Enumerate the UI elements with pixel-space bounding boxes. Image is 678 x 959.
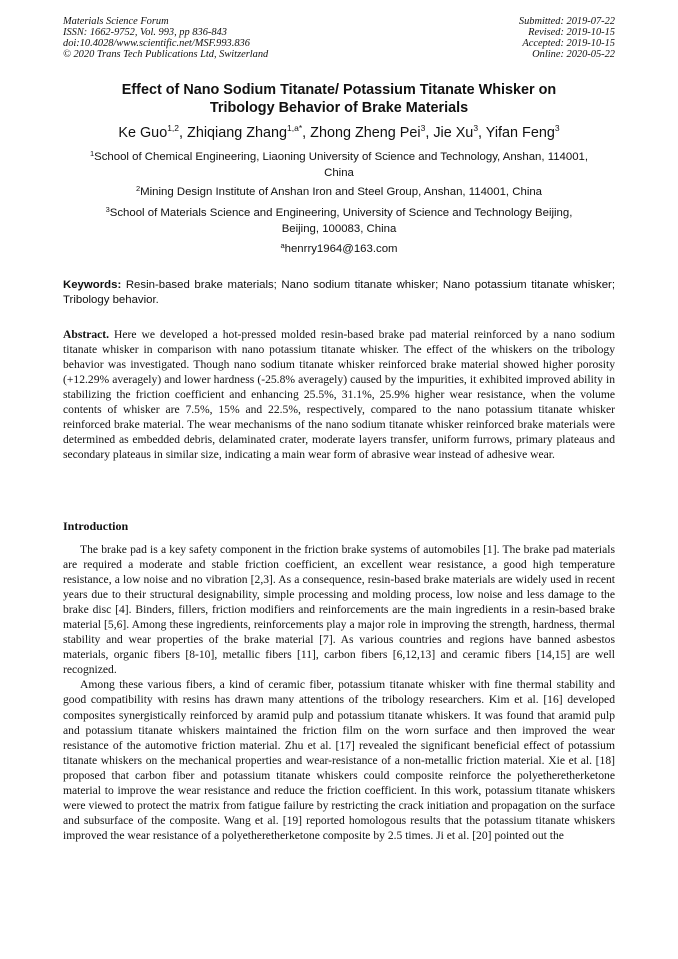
author-separator: , [302, 125, 311, 141]
author-separator: , [179, 125, 188, 141]
paragraph: The brake pad is a key safety component in the friction brake systems of automobiles [1]. The brake pad materials are required a moderate and stable friction coefficient, an excellent wear resistance, a good high temperature resistance, a low noise and no vibration [2,3]. As a consequence, resin-based brake materials are widely used in recent years due to their structural designability, simple processing and molding process, low noise and less damage to the brake disc [4]. Binders, fillers, friction modifiers and reinforcements are the main ingredients in a resin-based brake material [5,6]. Among these ingredients, reinforcements play a major role in improving the strength, hardness, thermal stability and wear properties of the brake material [7]. As various countries and regions have banned asbestos materials, organic fibers [8-10], metallic fibers [11], carbon fibers [6,12,13] and ceramic fibers [14,15] are well recognized. [63, 543, 615, 677]
email-address: henrry1964@163.com [284, 243, 398, 255]
publication-dates [519, 16, 615, 60]
affiliation-text: Beijing, 100083, China [281, 222, 397, 235]
author-affil-mark: 3 [420, 123, 426, 133]
email-mark: a [280, 241, 285, 250]
journal-issn: ISSN: 1662-9752, Vol. 993, pp 836-843 [63, 27, 227, 38]
author-name: Zhiqiang Zhang [187, 125, 288, 141]
date-submitted: Submitted: 2019-07-22 [518, 16, 615, 27]
abstract-label: Abstract. [63, 328, 110, 341]
affiliation-mark: 2 [135, 184, 141, 193]
title-line-2: Tribology Behavior of Brake Materials [209, 100, 469, 116]
author-name: Jie Xu [433, 125, 474, 141]
title-line-1: Effect of Nano Sodium Titanate/ Potassium Titanate Whisker on [121, 82, 557, 98]
introduction-body [63, 542, 615, 843]
section-heading-introduction: Introduction [63, 519, 129, 533]
paper-title [40, 81, 638, 117]
keywords [63, 278, 615, 307]
date-online: Online: 2020-05-22 [532, 49, 615, 60]
author-name: Ke Guo [118, 125, 168, 141]
affiliation-text: School of Materials Science and Engineering, University of Science and Technology Beijing, [109, 207, 573, 219]
affiliation-3 [55, 206, 623, 237]
date-accepted: Accepted: 2019-10-15 [522, 38, 615, 49]
journal-info [63, 16, 268, 60]
affiliation-text: School of Chemical Engineering, Liaoning University of Science and Technology, Anshan, 114001, [94, 151, 589, 163]
affiliation-mark: 3 [105, 205, 110, 214]
abstract-text: Here we developed a hot-pressed molded resin-based brake pad material reinforced by a nano sodium titanate whisker in comparison with nano potassium titanate whisker. The effect of the whiskers on the tribology behavior was investigated. Though nano sodium titanate whisker reinforced brake material showed higher porosity (+12.29% averagely) and lower hardness (-25.8% averagely) caused by the impurities, it exhibited improved ability in stabilizing the friction coefficient and enhancing 25.5%, 31.1%, 25.9% higher wear resistance, when the volume contents of whisker are 7.5%, 15% and 22.5%, respectively, compared to the nano potassium titanate whisker reinforced brake material. The wear mechanisms of the nano sodium titanate whisker reinforced brake materials were determined as embedded debris, delaminated crater, moderate layers transfer, uniform furrows, primary plateaus and secondary plateaus in similar size, indicating a main wear form of abrasive wear instead of adhesive wear. [63, 328, 615, 462]
author-affil-mark: 1,a* [287, 123, 303, 133]
author-name: Zhong Zheng Pei [310, 125, 421, 141]
author-affil-mark: 1,2 [167, 123, 180, 133]
author-name: Yifan Feng [485, 125, 555, 141]
paragraph: Among these various fibers, a kind of ceramic fiber, potassium titanate whisker with fine thermal stability and good compatibility with resins has drawn many attentions of the tribology researchers. Kim et al. [16] developed composites synergistically reinforced by aramid pulp and potassium titanate whiskers. It was found that aramid pulp and potassium titanate whiskers maintained the friction film on the worn surface and then improved the wear resistance of the automotive friction material. Zhu et al. [17] revealed the significant beneficial effect of potassium titanate whiskers on the mechanical properties and wear-resistance of a non-metallic friction material. Xie et al. [18] proposed that carbon fiber and potassium titanate whiskers could composite reinforce the polyetheretherketone material to improve the wear resistance and reduce the friction coefficient. In this work, potassium titanate whiskers were viewed to protect the matrix from fatigue failure by restricting the crack initiation and propagation on the surface and subsurface of the composite. Wang et al. [19] reported homologous results that the potassium titanate whiskers improved the wear resistance of a polyetheretherketone composite by 2.5 times. Ji et al. [20] pointed out the [63, 678, 615, 842]
date-revised: Revised: 2019-10-15 [528, 27, 615, 38]
journal-doi: doi:10.4028/www.scientific.net/MSF.993.836 [63, 38, 250, 49]
author-affil-mark: 3 [554, 123, 560, 133]
author-list [30, 124, 648, 142]
author-separator: , [425, 125, 434, 141]
journal-name: Materials Science Forum [63, 16, 169, 27]
affiliation-text: China [324, 166, 354, 179]
affiliation-text: Mining Design Institute of Anshan Iron and Steel Group, Anshan, 114001, China [140, 186, 543, 198]
affiliation-2 [55, 185, 623, 201]
abstract [63, 327, 615, 462]
keywords-label: Keywords: [63, 279, 122, 291]
author-affil-mark: 3 [473, 123, 479, 133]
corresponding-email [55, 242, 623, 258]
journal-copyright: © 2020 Trans Tech Publications Ltd, Switzerland [63, 49, 269, 60]
affiliation-mark: 1 [89, 149, 95, 158]
affiliation-1 [55, 150, 623, 181]
author-separator: , [478, 125, 486, 141]
keywords-text: Resin-based brake materials; Nano sodium titanate whisker; Nano potassium titanate whisker; Tribology behavior. [63, 279, 615, 306]
